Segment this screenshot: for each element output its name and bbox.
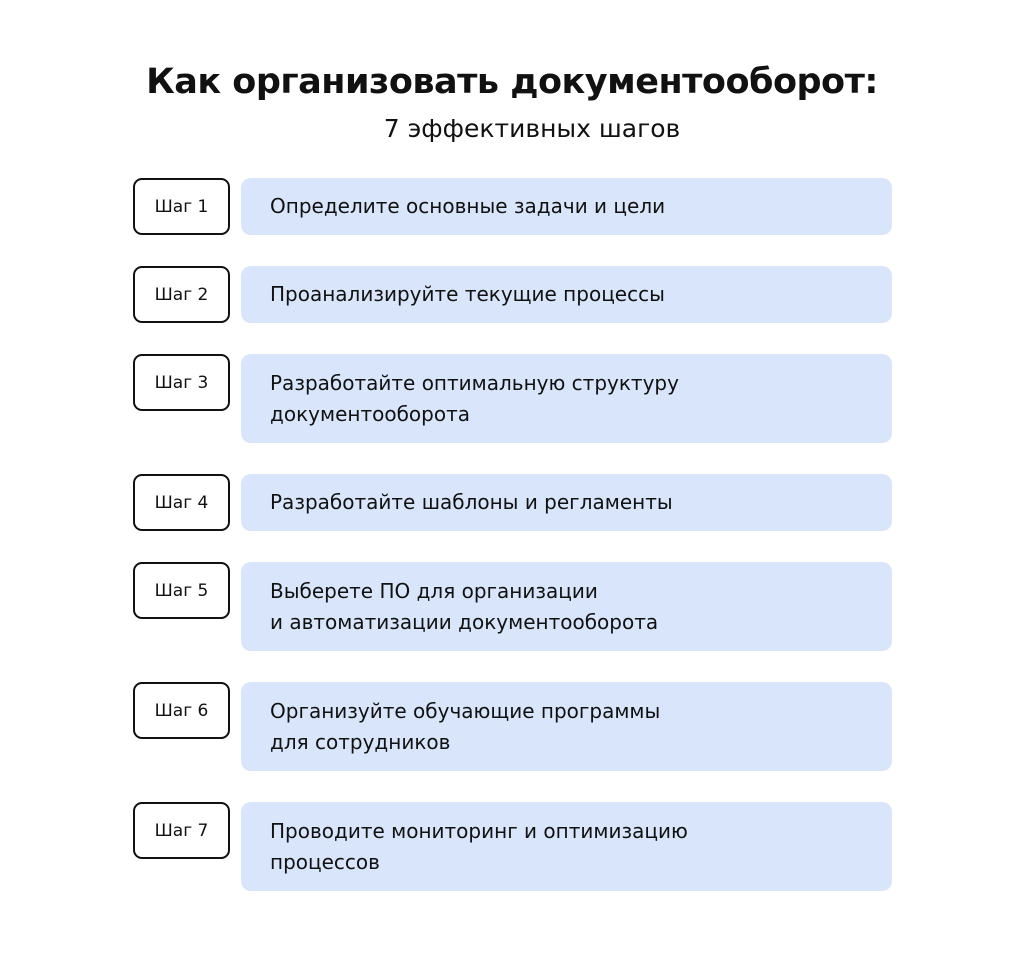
step-badge: Шаг 7 — [133, 802, 230, 859]
step-text — [241, 802, 892, 891]
step-text: Определите основные задачи и цели — [241, 178, 892, 235]
step-text-line: документооборота — [270, 401, 470, 426]
step-text-line: процессов — [270, 849, 380, 874]
step-text — [241, 354, 892, 443]
step-text-line: и автоматизации документооборота — [270, 609, 659, 634]
step-text-line: Проводите мониторинг и оптимизацию — [270, 818, 688, 843]
step-text-line: Выберете ПО для организации — [270, 578, 598, 603]
step-badge: Шаг 5 — [133, 562, 230, 619]
step-badge: Шаг 3 — [133, 354, 230, 411]
step-badge: Шаг 6 — [133, 682, 230, 739]
step-badge: Шаг 1 — [133, 178, 230, 235]
step-text-line: для сотрудников — [270, 729, 451, 754]
step-text-line: Организуйте обучающие программы — [270, 698, 661, 723]
step-badge: Шаг 4 — [133, 474, 230, 531]
step-text — [241, 562, 892, 651]
page-title: Как организовать документооборот: — [146, 62, 878, 102]
step-text: Проанализируйте текущие процессы — [241, 266, 892, 323]
step-badge: Шаг 2 — [133, 266, 230, 323]
step-text — [241, 682, 892, 771]
page-subtitle: 7 эффективных шагов — [383, 114, 681, 143]
step-text-line: Разработайте оптимальную структуру — [270, 370, 679, 395]
step-text: Разработайте шаблоны и регламенты — [241, 474, 892, 531]
